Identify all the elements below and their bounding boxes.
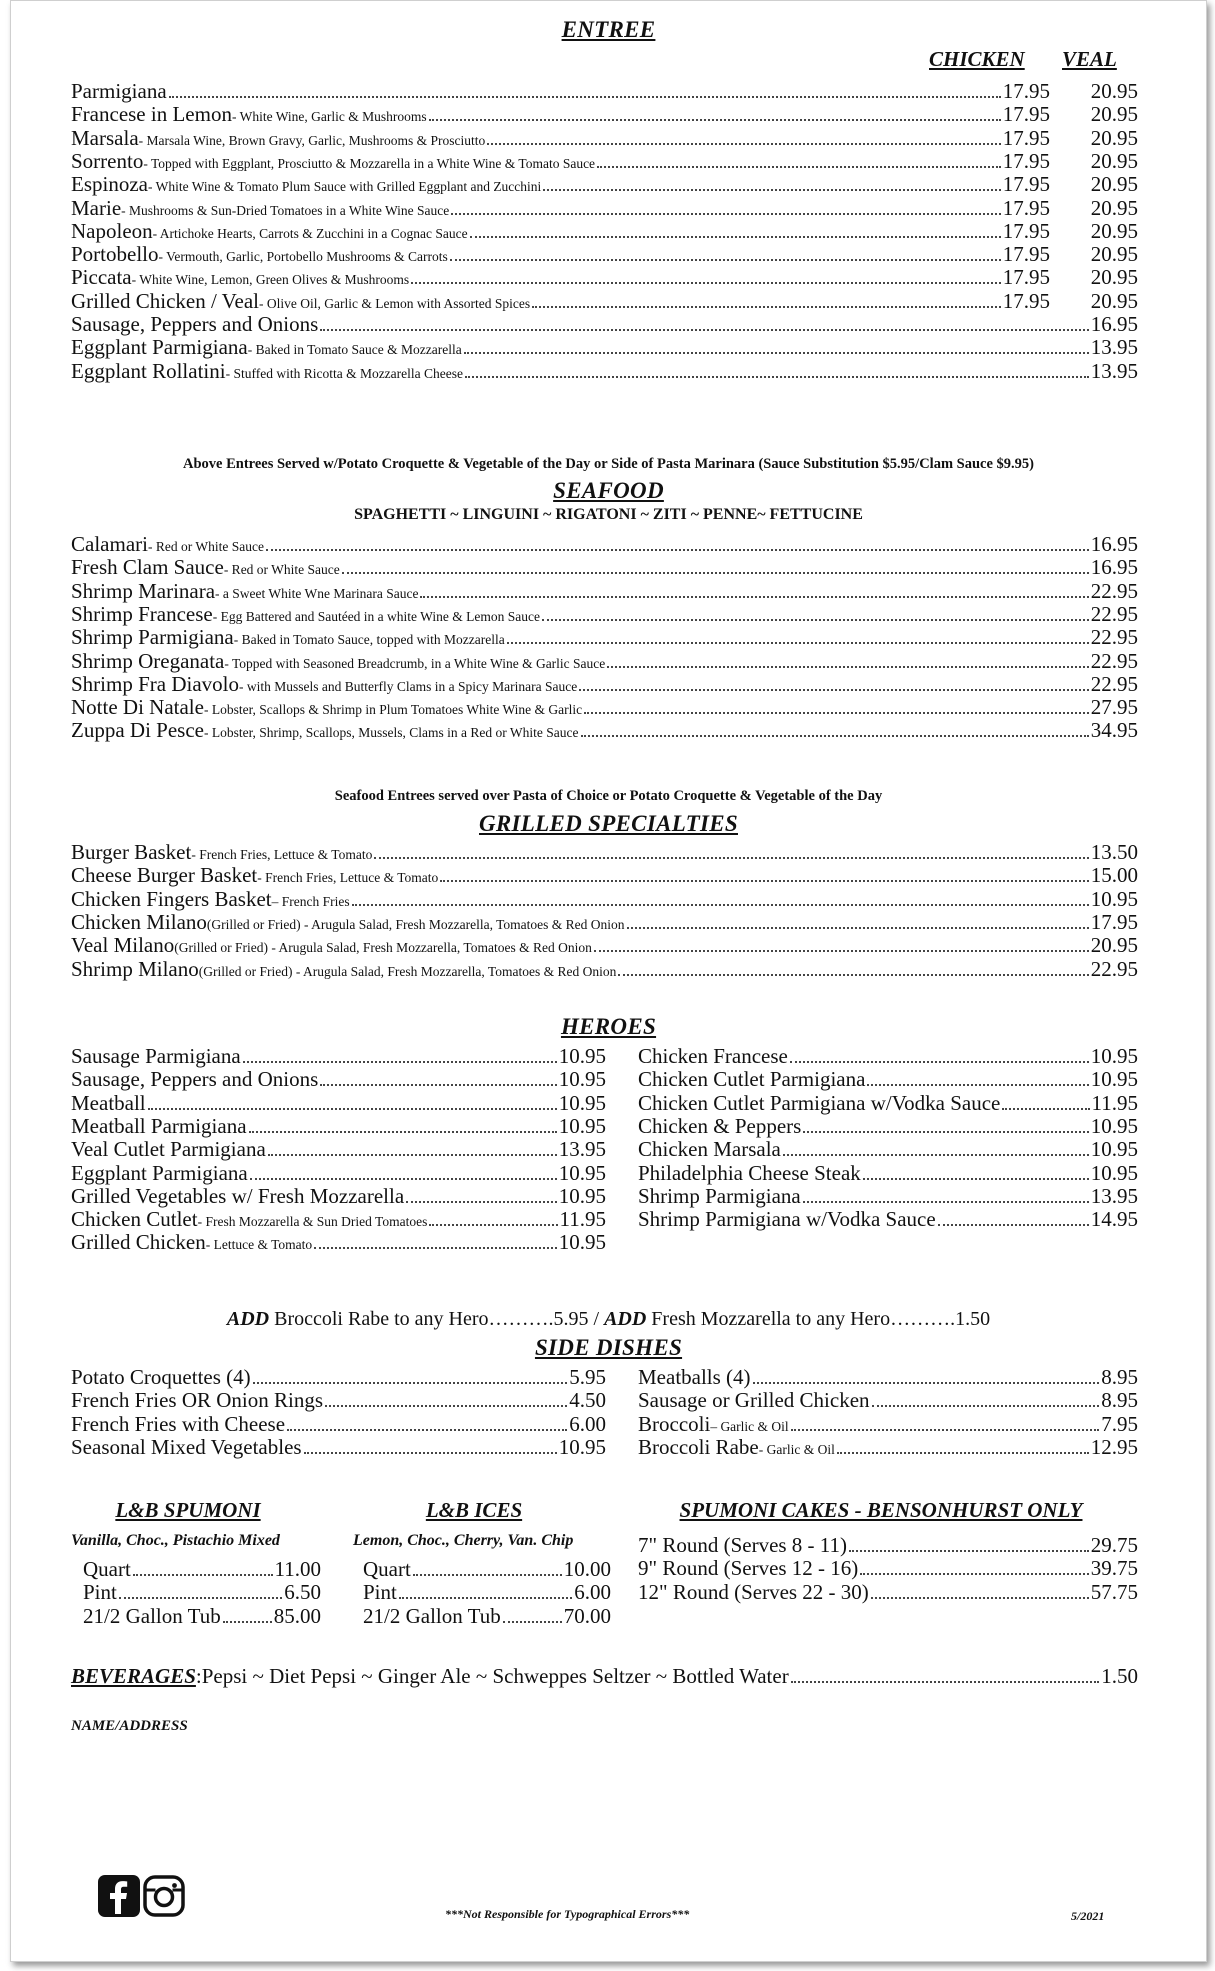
leader-dots	[440, 880, 1089, 882]
leader-dots	[304, 1452, 557, 1454]
item-description: - Egg Battered and Sautéed in a white Wine & Lemon Sauce	[212, 608, 540, 624]
item-description: (Grilled or Fried) - Arugula Salad, Fresh Mozzarella, Tomatoes & Red Onion	[206, 916, 625, 932]
item-name: Shrimp Milano	[71, 956, 199, 981]
item-name: Shrimp Fra Diavolo	[71, 671, 239, 696]
item-name: 9" Round (Serves 12 - 16)	[638, 1556, 859, 1581]
instagram-icon[interactable]	[142, 1874, 186, 1923]
item-price: 10.95	[1090, 1067, 1138, 1092]
seafood-pastas: SPAGHETTI ~ LINGUINI ~ RIGATONI ~ ZITI ~ PENNE~ FETTUCINE	[354, 506, 863, 523]
item-price: 34.95	[1090, 718, 1138, 743]
item-name: Sausage or Grilled Chicken	[638, 1388, 870, 1413]
item-name: Veal Cutlet Parmigiana	[71, 1137, 266, 1162]
leader-dots	[352, 904, 1089, 906]
menu-item-row	[71, 956, 1138, 985]
menu-item-row	[71, 1160, 606, 1186]
item-price: 20.95	[1090, 933, 1138, 958]
item-name: French Fries with Cheese	[71, 1411, 286, 1436]
entree-title: ENTREE	[561, 17, 656, 42]
item-price: 10.95	[558, 1090, 606, 1115]
item-name: Meatball	[71, 1090, 146, 1115]
item-name: Broccoli	[638, 1411, 711, 1436]
veal-price: 20.95	[1090, 195, 1138, 220]
item-price: 70.00	[563, 1603, 611, 1628]
leader-dots	[594, 950, 1089, 952]
item-description: - Red or White Sauce	[147, 539, 264, 554]
item-description: - Lobster, Scallops & Shrimp in Plum Tomatoes White Wine & Garlic	[203, 702, 583, 718]
item-name: Eggplant Parmigiana	[71, 1160, 248, 1185]
item-description: – Garlic & Oil	[710, 1418, 789, 1434]
item-description: - Red or White Sauce	[223, 562, 340, 578]
chicken-price: 17.95	[1002, 79, 1050, 103]
chicken-price: 17.95	[1002, 242, 1050, 267]
item-name: Shrimp Parmigiana	[638, 1183, 801, 1208]
item-price: 10.95	[558, 1230, 606, 1255]
chicken-price: 17.95	[1002, 218, 1050, 243]
item-price: 14.95	[1090, 1207, 1138, 1232]
menu-item-row	[71, 1043, 606, 1069]
leader-dots	[133, 1574, 273, 1576]
leader-dots	[374, 857, 1088, 859]
spumoni-title: L&B SPUMONI	[115, 1498, 261, 1522]
menu-item-row	[71, 1090, 606, 1116]
item-price: 29.75	[1090, 1533, 1138, 1557]
item-name: 7" Round (Serves 8 - 11)	[638, 1533, 848, 1557]
leader-dots	[803, 1131, 1088, 1133]
item-price: 10.00	[563, 1557, 611, 1581]
beverages-price: 1.50	[1101, 1664, 1138, 1688]
item-name: 12" Round (Serves 22 - 30)	[638, 1579, 869, 1604]
leader-dots	[413, 1574, 562, 1576]
item-price: 22.95	[1090, 956, 1138, 981]
menu-item-row	[638, 1579, 1138, 1605]
leader-dots	[618, 974, 1088, 976]
item-price: 57.75	[1090, 1579, 1138, 1604]
leader-dots	[451, 213, 1001, 215]
leader-dots	[464, 352, 1089, 354]
menu-item-row	[71, 1364, 606, 1390]
menu-item-row	[638, 1555, 1138, 1581]
leader-dots	[627, 927, 1089, 929]
leader-dots	[872, 1405, 1100, 1407]
item-description: - French Fries, Lettuce & Tomato	[191, 847, 373, 862]
item-name: Espinoza	[71, 172, 148, 197]
leader-dots	[584, 712, 1089, 714]
item-name: Shrimp Parmigiana	[71, 625, 234, 650]
item-name: Portobello	[71, 242, 159, 267]
leader-dots	[581, 735, 1089, 737]
item-name: Meatballs (4)	[638, 1365, 751, 1389]
item-description: - White Wine, Garlic & Mushrooms	[231, 109, 427, 125]
menu-item-row	[363, 1579, 611, 1605]
item-price: 22.95	[1090, 625, 1138, 650]
item-name: Quart	[363, 1557, 411, 1581]
menu-page	[10, 0, 1207, 1962]
leader-dots	[119, 1597, 282, 1599]
leader-dots	[320, 1084, 556, 1086]
item-description: - Baked in Tomato Sauce & Mozzarella	[247, 342, 462, 358]
item-price: 11.95	[559, 1207, 606, 1232]
leader-dots	[450, 259, 1001, 261]
menu-item-row	[83, 1579, 321, 1605]
leader-dots	[507, 642, 1089, 644]
veal-price: 20.95	[1090, 288, 1138, 313]
item-price: 22.95	[1090, 601, 1138, 626]
item-price: 13.95	[1090, 1183, 1138, 1208]
item-name: Eggplant Parmigiana	[71, 335, 248, 360]
menu-item-row	[71, 717, 1138, 746]
veal-price: 20.95	[1090, 172, 1138, 197]
veal-column-header: VEAL	[1062, 47, 1117, 71]
item-price: 10.95	[1090, 1113, 1138, 1138]
cakes-title: SPUMONI CAKES - BENSONHURST ONLY	[679, 1498, 1083, 1522]
item-description: (Grilled or Fried) - Arugula Salad, Fresh Mozzarella, Tomatoes & Red Onion	[198, 963, 617, 979]
item-name: Grilled Vegetables w/ Fresh Mozzarella	[71, 1183, 405, 1208]
menu-item-row	[638, 1043, 1138, 1069]
chicken-price: 17.95	[1002, 102, 1050, 127]
item-name: Fresh Clam Sauce	[71, 555, 224, 580]
leader-dots	[871, 1597, 1089, 1599]
chicken-price: 17.95	[1002, 172, 1050, 197]
menu-item-row	[638, 1183, 1138, 1209]
grilled-title: GRILLED SPECIALTIES	[479, 811, 738, 836]
name-address-label: NAME/ADDRESS	[71, 1718, 188, 1734]
item-name: Francese in Lemon	[71, 102, 232, 127]
veal-price: 20.95	[1090, 242, 1138, 267]
menu-item-row	[71, 1434, 606, 1460]
menu-item-row	[83, 1603, 321, 1629]
item-name: Sausage Parmigiana	[71, 1044, 241, 1068]
item-description: - with Mussels and Butterfly Clams in a Spicy Marinara Sauce	[239, 678, 578, 694]
leader-dots	[542, 619, 1089, 621]
leader-dots	[487, 143, 1000, 145]
item-price: 8.95	[1101, 1365, 1138, 1389]
item-price: 13.95	[1090, 358, 1138, 383]
item-name: Chicken Cutlet Parmigiana w/Vodka Sauce	[638, 1090, 1001, 1115]
beverages-colon: :	[195, 1664, 202, 1688]
item-name: Sorrento	[71, 148, 144, 173]
leader-dots	[607, 666, 1088, 668]
leader-dots	[250, 1178, 557, 1180]
menu-item-row	[71, 1066, 606, 1092]
leader-dots	[411, 282, 1001, 284]
item-name: Chicken Francese	[638, 1044, 788, 1068]
leader-dots	[470, 236, 1001, 238]
item-description: – French Fries	[271, 893, 350, 909]
menu-item-row	[638, 1434, 1138, 1463]
spumoni-flavors: Vanilla, Choc., Pistachio Mixed	[71, 1532, 280, 1549]
leader-dots	[268, 1154, 557, 1156]
item-price: 27.95	[1090, 695, 1138, 720]
item-name: Shrimp Marinara	[71, 578, 216, 603]
item-name: Chicken Fingers Basket	[71, 886, 272, 911]
leader-dots	[320, 329, 1088, 331]
item-price: 10.95	[558, 1044, 606, 1068]
add-mozzarella: Fresh Mozzarella to any Hero……….1.50	[646, 1308, 991, 1330]
item-price: 13.95	[558, 1137, 606, 1162]
item-name: Meatball Parmigiana	[71, 1113, 247, 1138]
item-price: 22.95	[1090, 648, 1138, 673]
item-price: 10.95	[1090, 1137, 1138, 1162]
item-name: Grilled Chicken	[71, 1230, 206, 1255]
veal-price: 20.95	[1090, 265, 1138, 290]
seafood-title: SEAFOOD	[553, 478, 664, 503]
item-name: Shrimp Oreganata	[71, 648, 225, 673]
leader-dots	[429, 119, 1001, 121]
item-name: Marie	[71, 195, 122, 220]
chicken-column-header: CHICKEN	[929, 47, 1025, 71]
add-broccoli-rabe: Broccoli Rabe to any Hero……….5.95 /	[269, 1308, 605, 1330]
item-description: - White Wine & Tomato Plum Sauce with Grilled Eggplant and Zucchini	[147, 179, 542, 195]
leader-dots	[325, 1405, 567, 1407]
item-price: 22.95	[1090, 671, 1138, 696]
leader-dots	[532, 306, 1001, 308]
item-price: 10.95	[558, 1434, 606, 1459]
item-name: Burger Basket	[71, 840, 192, 864]
leader-dots	[429, 1224, 557, 1226]
item-price: 11.00	[274, 1557, 321, 1581]
item-description: - a Sweet White Wne Marinara Sauce	[215, 585, 419, 601]
date-code: 5/2021	[1071, 1909, 1105, 1923]
item-price: 10.95	[1090, 886, 1138, 911]
leader-dots	[1002, 1108, 1089, 1110]
menu-item-row	[71, 1113, 606, 1139]
chicken-price: 17.95	[1002, 265, 1050, 290]
item-name: Napoleon	[71, 218, 153, 243]
item-name: Shrimp Francese	[71, 601, 213, 626]
hero-add-ons	[11, 1308, 1206, 1331]
item-price: 10.95	[558, 1067, 606, 1092]
item-name: French Fries OR Onion Rings	[71, 1388, 323, 1413]
item-name: Sausage, Peppers and Onions	[71, 312, 319, 336]
leader-dots	[169, 96, 1001, 98]
chicken-price: 17.95	[1002, 148, 1050, 173]
item-description: - Stuffed with Ricotta & Mozzarella Cheese	[225, 365, 464, 381]
menu-item-row	[71, 1229, 606, 1258]
item-name: Sausage, Peppers and Onions	[71, 1067, 319, 1092]
item-description: - Garlic & Oil	[758, 1441, 835, 1457]
item-description: - Marsala Wine, Brown Gravy, Garlic, Mushrooms & Prosciutto	[138, 132, 486, 148]
ices-flavors: Lemon, Choc., Cherry, Van. Chip	[353, 1532, 574, 1549]
chicken-price: 17.95	[1002, 288, 1050, 313]
menu-item-row	[71, 358, 1138, 387]
item-price: 11.95	[1091, 1090, 1138, 1115]
add-label: ADD	[226, 1308, 270, 1330]
item-name: Broccoli Rabe	[638, 1434, 759, 1459]
item-price: 13.50	[1090, 840, 1138, 864]
menu-item-row	[363, 1556, 611, 1582]
item-price: 10.95	[558, 1113, 606, 1138]
item-price: 7.95	[1101, 1411, 1138, 1436]
veal-price: 20.95	[1090, 125, 1138, 150]
leader-dots	[837, 1452, 1089, 1454]
seafood-note: Seafood Entrees served over Pasta of Choice or Potato Croquette & Vegetable of the Day	[334, 788, 883, 804]
leader-dots	[938, 1224, 1089, 1226]
leader-dots	[249, 1131, 557, 1133]
item-name: Pint	[83, 1580, 117, 1605]
menu-item-row	[638, 1206, 1138, 1232]
leader-dots	[791, 1681, 1100, 1683]
item-name: Eggplant Rollatini	[71, 358, 226, 383]
item-description: - Olive Oil, Garlic & Lemon with Assorted Spices	[259, 295, 531, 311]
leader-dots	[342, 572, 1089, 574]
beverages-label: BEVERAGES	[71, 1664, 196, 1688]
leader-dots	[543, 189, 1000, 191]
item-price: 12.95	[1090, 1434, 1138, 1459]
menu-item-row	[638, 1066, 1138, 1092]
item-description: - Topped with Seasoned Breadcrumb, in a White Wine & Garlic Sauce	[224, 655, 606, 671]
leader-dots	[314, 1247, 557, 1249]
ices-title: L&B ICES	[425, 1498, 523, 1522]
item-name: 21/2 Gallon Tub	[363, 1603, 501, 1628]
item-name: Philadelphia Cheese Steak	[638, 1160, 861, 1185]
leader-dots	[148, 1108, 557, 1110]
leader-dots	[399, 1597, 572, 1599]
item-description: - Topped with Eggplant, Prosciutto & Mozzarella in a White Wine & Tomato Sauce	[143, 155, 596, 171]
menu-item-row	[71, 1411, 606, 1437]
item-price: 16.95	[1090, 312, 1138, 336]
item-price: 6.00	[574, 1580, 611, 1605]
item-name: Piccata	[71, 265, 132, 290]
item-description: - Lobster, Shrimp, Scallops, Mussels, Clams in a Red or White Sauce	[203, 725, 579, 741]
item-price: 16.95	[1090, 555, 1138, 580]
item-name: Chicken Milano	[71, 909, 207, 934]
item-name: Notte Di Natale	[71, 695, 204, 720]
item-price: 22.95	[1090, 578, 1138, 603]
item-name: 21/2 Gallon Tub	[83, 1603, 221, 1628]
item-price: 85.00	[273, 1603, 321, 1628]
leader-dots	[579, 689, 1089, 691]
item-price: 5.95	[569, 1365, 606, 1389]
item-description: - Baked in Tomato Sauce, topped with Mozzarella	[233, 632, 505, 648]
item-name: Chicken Cutlet	[71, 1207, 198, 1232]
menu-item-row	[71, 1136, 606, 1162]
item-price: 15.00	[1090, 863, 1138, 888]
menu-item-row	[638, 1090, 1138, 1116]
item-price: 4.50	[569, 1388, 606, 1413]
item-description: - Fresh Mozzarella & Sun Dried Tomatoes	[197, 1214, 428, 1230]
menu-item-row	[638, 1136, 1138, 1162]
facebook-icon[interactable]	[97, 1874, 141, 1923]
item-description: - Lettuce & Tomato	[205, 1237, 313, 1253]
leader-dots	[420, 596, 1088, 598]
item-name: Grilled Chicken / Veal	[71, 288, 259, 313]
leader-dots	[791, 1429, 1100, 1431]
item-description: - Vermouth, Garlic, Portobello Mushrooms & Carrots	[158, 249, 448, 265]
item-name: Quart	[83, 1557, 131, 1581]
leader-dots	[243, 1061, 557, 1063]
veal-price: 20.95	[1090, 102, 1138, 127]
menu-item-row	[363, 1603, 611, 1629]
item-price: 8.95	[1101, 1388, 1138, 1413]
item-name: Chicken Marsala	[638, 1137, 781, 1162]
item-description: - Mushrooms & Sun-Dried Tomatoes in a White Wine Sauce	[121, 202, 450, 218]
veal-price: 20.95	[1090, 218, 1138, 243]
leader-dots	[287, 1429, 567, 1431]
item-name: Zuppa Di Pesce	[71, 718, 204, 743]
item-name: Pint	[363, 1580, 397, 1605]
beverages-list: Pepsi ~ Diet Pepsi ~ Ginger Ale ~ Schweppes Seltzer ~ Bottled Water	[201, 1664, 789, 1688]
item-name: Potato Croquettes (4)	[71, 1365, 251, 1389]
leader-dots	[406, 1201, 557, 1203]
menu-item-row	[638, 1160, 1138, 1186]
leader-dots	[753, 1382, 1100, 1384]
item-name: Calamari	[71, 532, 148, 556]
item-name: Shrimp Parmigiana w/Vodka Sauce	[638, 1207, 936, 1232]
sides-title: SIDE DISHES	[534, 1335, 683, 1360]
leader-dots	[803, 1201, 1089, 1203]
item-name: Chicken Cutlet Parmigiana	[638, 1067, 866, 1092]
menu-item-row	[71, 311, 1138, 337]
leader-dots	[790, 1061, 1089, 1063]
item-price: 17.95	[1090, 909, 1138, 934]
menu-item-row	[638, 1113, 1138, 1139]
item-price: 10.95	[558, 1160, 606, 1185]
menu-item-row	[638, 1387, 1138, 1413]
item-description: - White Wine, Lemon, Green Olives & Mushrooms	[131, 272, 410, 288]
item-price: 6.00	[569, 1411, 606, 1436]
menu-item-row	[71, 1387, 606, 1413]
item-price: 10.95	[1090, 1044, 1138, 1068]
item-description: (Grilled or Fried) - Arugula Salad, Fresh Mozzarella, Tomatoes & Red Onion	[174, 940, 592, 956]
item-price: 10.95	[558, 1183, 606, 1208]
leader-dots	[783, 1154, 1089, 1156]
heroes-title: HEROES	[560, 1014, 657, 1039]
item-name: Marsala	[71, 125, 139, 150]
leader-dots	[465, 376, 1089, 378]
chicken-price: 17.95	[1002, 195, 1050, 220]
beverages-row	[71, 1663, 1138, 1689]
menu-item-row	[83, 1556, 321, 1582]
item-price: 10.95	[1090, 1160, 1138, 1185]
veal-price: 20.95	[1090, 79, 1138, 103]
leader-dots	[849, 1550, 1089, 1552]
item-name: Cheese Burger Basket	[71, 863, 258, 888]
item-name: Chicken & Peppers	[638, 1113, 802, 1138]
leader-dots	[860, 1573, 1088, 1575]
menu-item-row	[71, 1183, 606, 1209]
disclaimer: ***Not Responsible for Typographical Errors***	[445, 1907, 690, 1921]
menu-item-row	[71, 78, 1138, 104]
leader-dots	[867, 1084, 1088, 1086]
item-name: Parmigiana	[71, 79, 167, 103]
item-name: Seasonal Mixed Vegetables	[71, 1434, 302, 1459]
chicken-price: 17.95	[1002, 125, 1050, 150]
item-description: - Artichoke Hearts, Carrots & Zucchini in a Cognac Sauce	[152, 225, 468, 241]
leader-dots	[253, 1382, 568, 1384]
veal-price: 20.95	[1090, 148, 1138, 173]
leader-dots	[223, 1621, 272, 1623]
leader-dots	[597, 166, 1001, 168]
entree-note: Above Entrees Served w/Potato Croquette & Vegetable of the Day or Side of Pasta Marinara (Sauce Substitution $5.95/Clam Sauce $9.95)	[182, 456, 1034, 472]
item-price: 39.75	[1090, 1556, 1138, 1581]
item-price: 6.50	[284, 1580, 321, 1605]
leader-dots	[503, 1621, 562, 1623]
item-name: Veal Milano	[71, 933, 175, 958]
menu-item-row	[638, 1364, 1138, 1390]
menu-item-row	[638, 1532, 1138, 1558]
add-label: ADD	[604, 1308, 647, 1330]
leader-dots	[266, 549, 1089, 551]
leader-dots	[863, 1178, 1089, 1180]
item-price: 13.95	[1090, 335, 1138, 360]
item-price: 16.95	[1090, 532, 1138, 556]
item-description: - French Fries, Lettuce & Tomato	[257, 870, 439, 886]
